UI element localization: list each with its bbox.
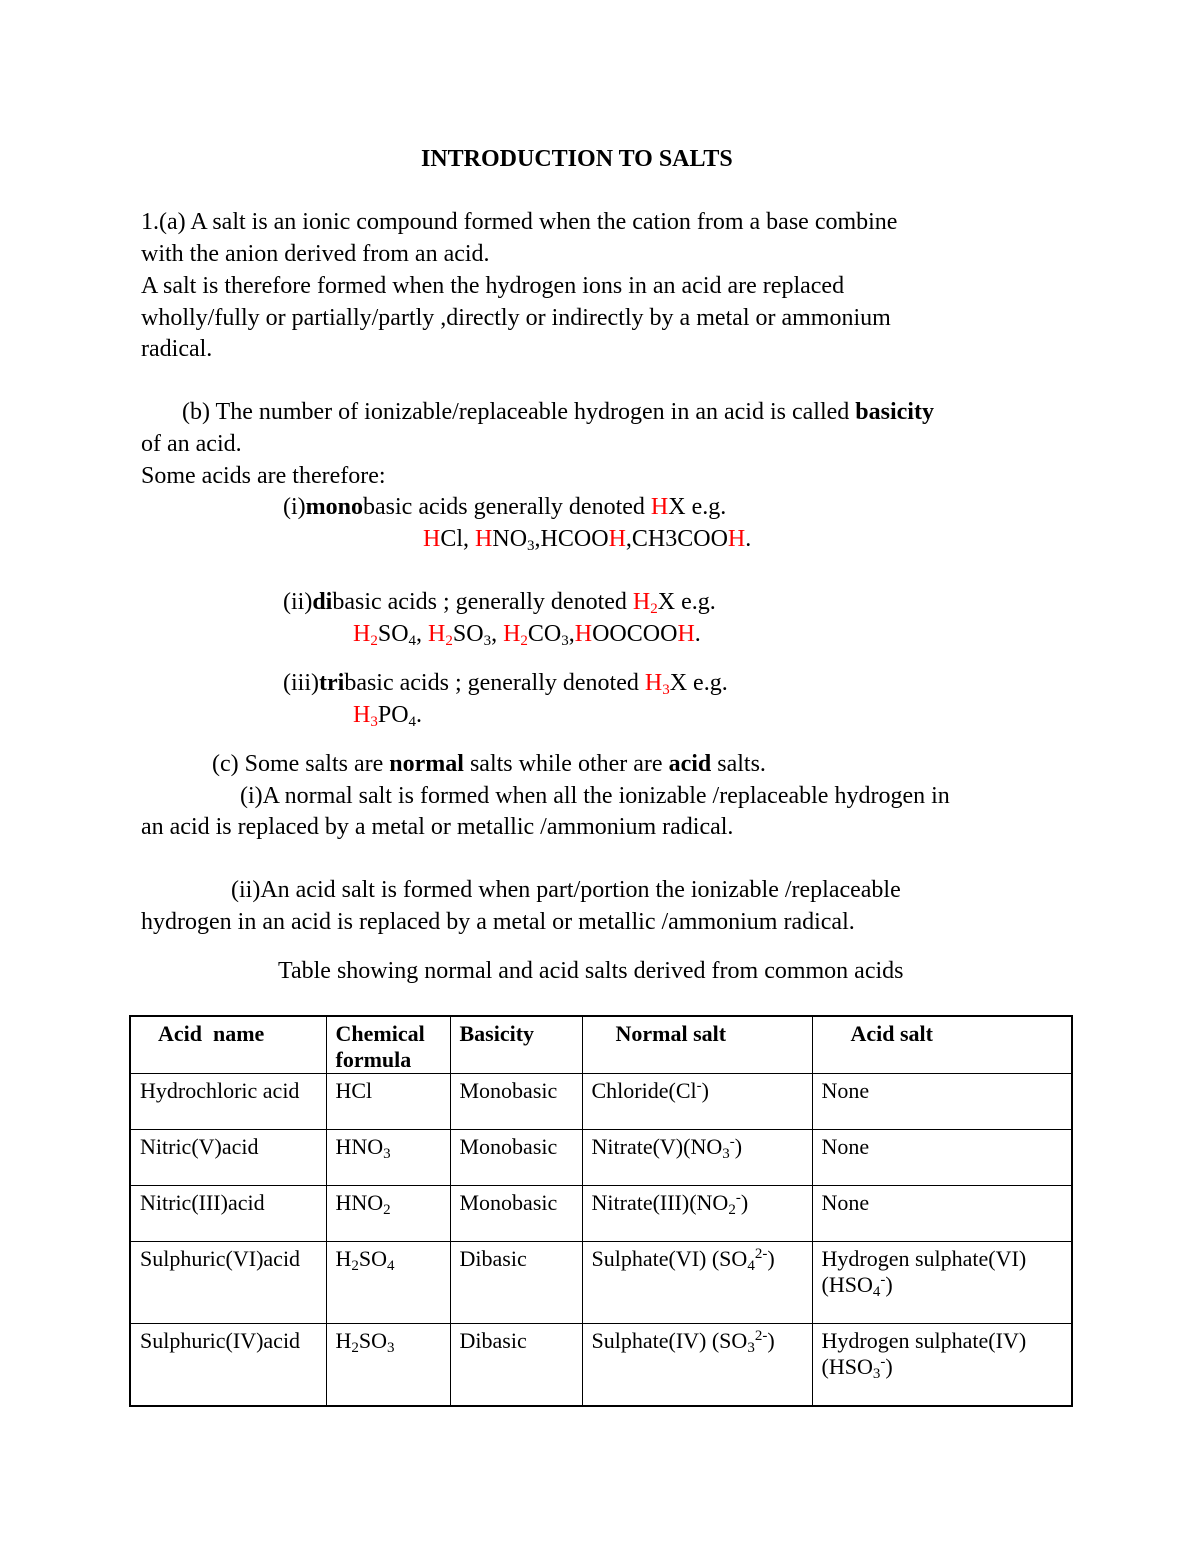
header-acid-name: Acid name xyxy=(130,1016,326,1074)
table-caption: Table showing normal and acid salts derived from common acids xyxy=(278,958,904,984)
acid-salt-cell: Hydrogen sulphate(VI) $(HSO_4^-)$ xyxy=(812,1242,1072,1324)
acid-name-cell: Nitric(III)acid xyxy=(130,1186,326,1242)
page-title: INTRODUCTION TO SALTS xyxy=(421,146,733,172)
formula-cell: $HNO_2$ xyxy=(326,1186,450,1242)
salts-table xyxy=(129,1015,1073,1407)
basicity-cell: Dibasic xyxy=(450,1242,582,1324)
acid-salt-cell: None xyxy=(812,1130,1072,1186)
normal-salt-cell: Sulphate(VI) $(SO_4^{2-})$ xyxy=(582,1242,812,1324)
section-a-line-2: with the anion derived from an acid. xyxy=(141,241,490,267)
normal-salt-cell: $Nitrate(III)(NO_2^-)$ xyxy=(582,1186,812,1242)
table-row xyxy=(130,1242,1072,1324)
section-a-line-1: 1.(a) A salt is an ionic compound formed when the cation from a base combine xyxy=(141,209,898,235)
table-row xyxy=(130,1324,1072,1407)
tribasic-line: (iii)tribasic acids ; generally denoted $H_3X$ e.g. xyxy=(283,670,728,698)
basicity-cell: Dibasic xyxy=(450,1324,582,1407)
dibasic-line: (ii)dibasic acids ; generally denoted $H_2X$ e.g. xyxy=(283,589,716,617)
normal-salt-cell: $Nitrate(V)(NO_3^-)$ xyxy=(582,1130,812,1186)
section-a-line-4: wholly/fully or partially/partly ,directly or indirectly by a metal or ammonium xyxy=(141,305,891,331)
header-normal-salt: Normal salt xyxy=(582,1016,812,1074)
acid-name-cell: Sulphuric(VI)acid xyxy=(130,1242,326,1324)
section-c-line-1: (c) Some salts are normal salts while other are acid salts. xyxy=(212,751,766,777)
table-row xyxy=(130,1130,1072,1186)
acid-name-cell: Hydrochloric acid xyxy=(130,1074,326,1130)
section-a-line-3: A salt is therefore formed when the hydrogen ions in an acid are replaced xyxy=(141,273,845,299)
header-acid-salt: Acid salt xyxy=(812,1016,1072,1074)
section-b-line-1: (b) The number of ionizable/replaceable hydrogen in an acid is called basicity xyxy=(182,399,934,425)
section-b-line-2: of an acid. xyxy=(141,431,242,457)
table-row xyxy=(130,1186,1072,1242)
normal-salt-cell: Chloride(Cl-) xyxy=(582,1074,812,1130)
dibasic-examples: $H_2SO_4$, $H_2SO_3$, $H_2CO_3,HOOCOOH$. xyxy=(353,621,701,649)
monobasic-examples: HCl, $HNO_3,HCOOH,CH3COOH$. xyxy=(423,526,752,554)
acid-salt-definition-line-2: hydrogen in an acid is replaced by a metal or metallic /ammonium radical. xyxy=(141,909,855,935)
acid-name-cell: Nitric(V)acid xyxy=(130,1130,326,1186)
formula-cell: HCl xyxy=(326,1074,450,1130)
header-chemical-formula: Chemical formula xyxy=(326,1016,450,1074)
acid-salt-cell: Hydrogen sulphate(IV) $(HSO_3^-)$ xyxy=(812,1324,1072,1407)
acid-salt-cell: None xyxy=(812,1074,1072,1130)
normal-salt-cell: Sulphate(IV) $(SO_3^{2-})$ xyxy=(582,1324,812,1407)
monobasic-line: (i)monobasic acids generally denoted HX e.g. xyxy=(283,494,727,520)
formula-cell: $H_2SO_4$ xyxy=(326,1242,450,1324)
table-row xyxy=(130,1074,1072,1130)
table-header-row xyxy=(130,1016,1072,1074)
basicity-cell: Monobasic xyxy=(450,1186,582,1242)
basicity-cell: Monobasic xyxy=(450,1074,582,1130)
acid-name-cell: Sulphuric(IV)acid xyxy=(130,1324,326,1407)
tribasic-examples: $H_3PO_4$. xyxy=(353,702,423,730)
basicity-cell: Monobasic xyxy=(450,1130,582,1186)
acid-salt-definition-line-1: (ii)An acid salt is formed when part/portion the ionizable /replaceable xyxy=(231,877,901,903)
normal-salt-definition-line-2: an acid is replaced by a metal or metallic /ammonium radical. xyxy=(141,814,734,840)
formula-cell: $H_2SO_3$ xyxy=(326,1324,450,1407)
section-b-line-3: Some acids are therefore: xyxy=(141,463,386,489)
section-a-line-5: radical. xyxy=(141,336,213,362)
formula-cell: $HNO_3$ xyxy=(326,1130,450,1186)
acid-salt-cell: None xyxy=(812,1186,1072,1242)
normal-salt-definition-line-1: (i)A normal salt is formed when all the ionizable /replaceable hydrogen in xyxy=(240,783,950,809)
header-basicity: Basicity xyxy=(450,1016,582,1074)
